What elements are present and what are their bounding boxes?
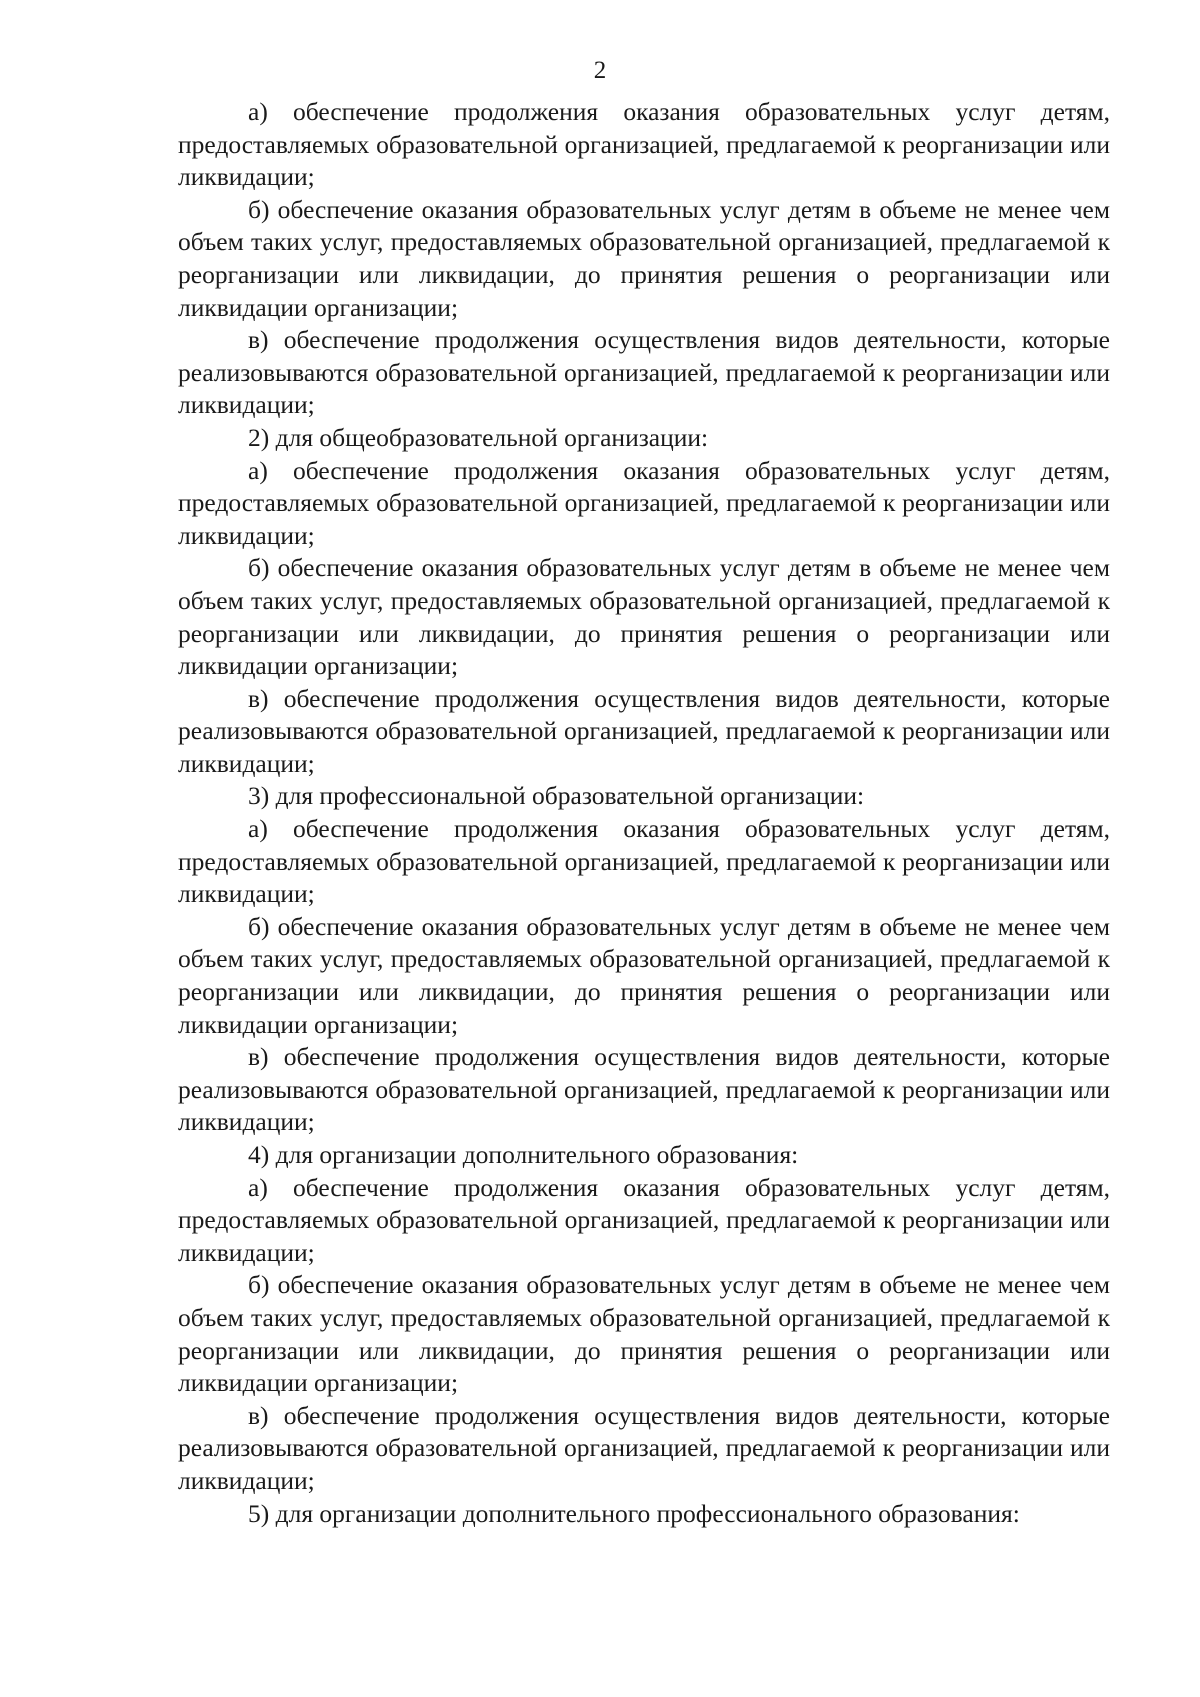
document-body (178, 96, 1110, 1530)
paragraph-2b: б) обеспечение оказания образовательных услуг детям в объеме не менее чем объем таких услуг, предоставляемых образовательной организацией, предлагаемой к реорганизации или ликвидации, до принятия решения о реорганизации или ликвидации организации; (178, 553, 1110, 681)
section-heading-2: 2) для общеобразовательной организации: (248, 422, 709, 452)
page-number: 2 (593, 57, 607, 84)
paragraph-4v: в) обеспечение продолжения осуществления видов деятельности, которые реализовываются образовательной организацией, предлагаемой к реорганизации или ликвидации; (178, 1400, 1110, 1495)
section-heading-5: 5) для организации дополнительного профессионального образования: (248, 1498, 1020, 1528)
paragraph-1v: в) обеспечение продолжения осуществления видов деятельности, которые реализовываются образовательной организацией, предлагаемой к реорганизации или ликвидации; (178, 325, 1110, 420)
paragraph-3b: б) обеспечение оказания образовательных услуг детям в объеме не менее чем объем таких услуг, предоставляемых образовательной организацией, предлагаемой к реорганизации или ликвидации, до принятия решения о реорганизации или ликвидации организации; (178, 911, 1110, 1039)
paragraph-4a: а) обеспечение продолжения оказания образовательных услуг детям, предоставляемых образовательной организацией, предлагаемой к реорганизации или ликвидации; (178, 1172, 1110, 1267)
paragraph-2a: а) обеспечение продолжения оказания образовательных услуг детям, предоставляемых образовательной организацией, предлагаемой к реорганизации или ликвидации; (178, 455, 1110, 550)
section-heading-3: 3) для профессиональной образовательной организации: (248, 781, 865, 811)
paragraph-4b: б) обеспечение оказания образовательных услуг детям в объеме не менее чем объем таких услуг, предоставляемых образовательной организацией, предлагаемой к реорганизации или ликвидации, до принятия решения о реорганизации или ликвидации организации; (178, 1270, 1110, 1398)
paragraph-2v: в) обеспечение продолжения осуществления видов деятельности, которые реализовываются образовательной организацией, предлагаемой к реорганизации или ликвидации; (178, 683, 1110, 778)
paragraph-3v: в) обеспечение продолжения осуществления видов деятельности, которые реализовываются образовательной организацией, предлагаемой к реорганизации или ликвидации; (178, 1042, 1110, 1137)
paragraph-3a: а) обеспечение продолжения оказания образовательных услуг детям, предоставляемых образовательной организацией, предлагаемой к реорганизации или ликвидации; (178, 814, 1110, 909)
paragraph-1a: а) обеспечение продолжения оказания образовательных услуг детям, предоставляемых образовательной организацией, предлагаемой к реорганизации или ликвидации; (178, 97, 1110, 192)
paragraph-1b: б) обеспечение оказания образовательных услуг детям в объеме не менее чем объем таких услуг, предоставляемых образовательной организацией, предлагаемой к реорганизации или ликвидации, до принятия решения о реорганизации или ликвидации организации; (178, 194, 1110, 322)
section-heading-4: 4) для организации дополнительного образования: (248, 1140, 799, 1169)
